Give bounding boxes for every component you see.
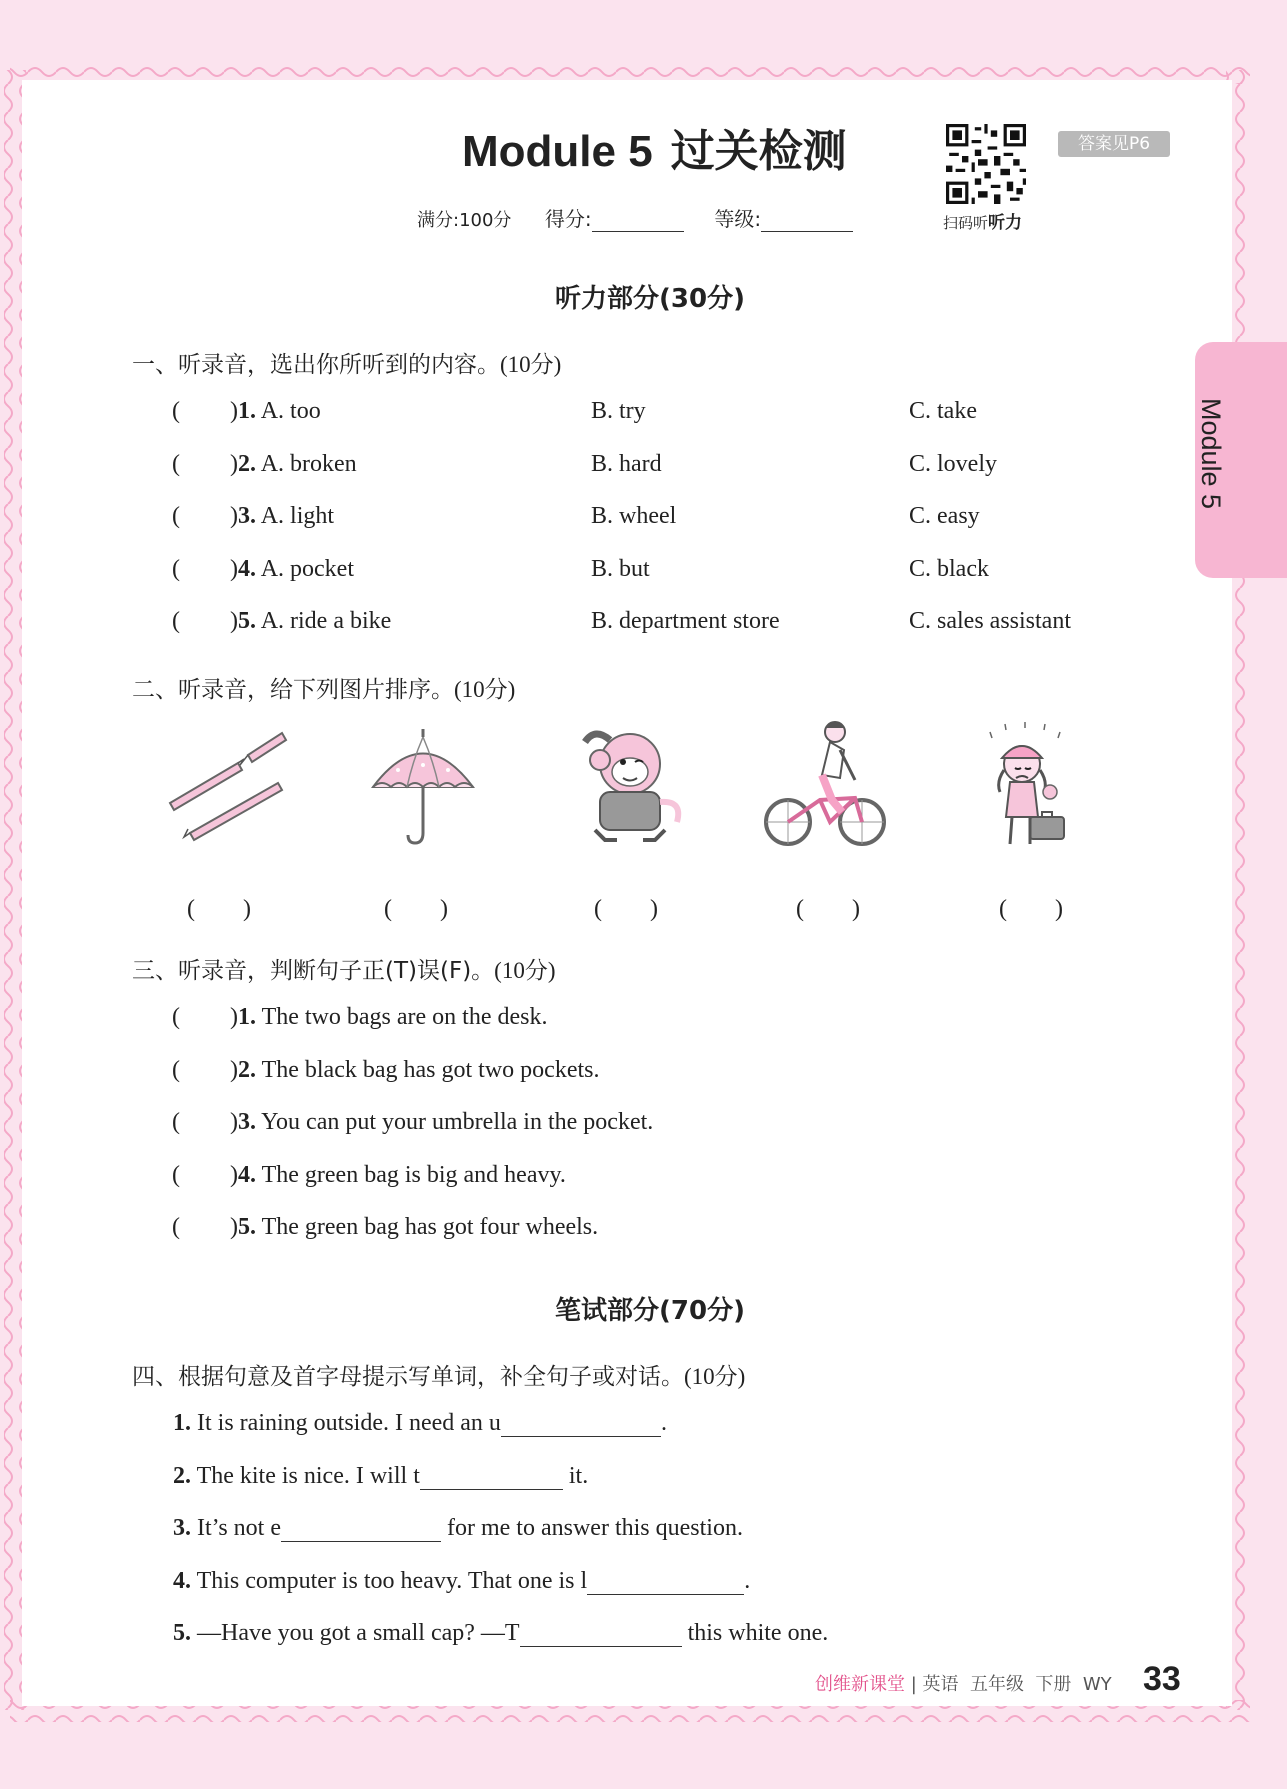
option-c: C. lovely: [909, 450, 997, 477]
footer-info: [815, 1670, 1112, 1696]
q2-heading-text: 二、听录音，给下列图片排序。: [132, 677, 454, 703]
option-a: A. pocket: [260, 555, 354, 582]
fill-in-blank[interactable]: [520, 1620, 682, 1647]
q4-item: [173, 1620, 828, 1647]
item-number: 2.: [238, 450, 256, 477]
umbrella-picture: [358, 725, 488, 855]
answer-paren-close: ): [230, 1004, 238, 1030]
answer-paren-open[interactable]: (: [172, 1109, 180, 1135]
footer-brand: 创维新课堂: [815, 1674, 905, 1695]
option-b: B. department store: [591, 608, 780, 634]
qr-caption-small: 扫码听: [943, 214, 989, 232]
answer-paren-open[interactable]: (: [172, 1056, 180, 1083]
answer-badge[interactable]: 答案见P6: [1058, 131, 1170, 157]
fill-in-blank[interactable]: [501, 1410, 661, 1437]
answer-paren-open[interactable]: (: [172, 398, 180, 424]
option-c: C. take: [909, 398, 977, 424]
boy-on-bike-picture: [760, 720, 890, 850]
q4-points: (10分): [684, 1364, 746, 1389]
item-number: 1.: [238, 1004, 256, 1030]
q1-item: [172, 608, 391, 635]
option-b: B. try: [591, 398, 646, 424]
q4-heading: [132, 1358, 745, 1391]
sentence-after: for me to answer this question.: [441, 1515, 743, 1541]
answer-paren-open[interactable]: (: [172, 1161, 180, 1188]
q4-item: [173, 1410, 667, 1437]
page-number: 33: [1143, 1660, 1181, 1698]
picture-order-blank-3[interactable]: ( ): [594, 896, 658, 922]
q2-points: (10分): [454, 677, 516, 702]
sentence-after: .: [744, 1567, 751, 1594]
item-number: 4.: [238, 1161, 256, 1188]
item-number: 2.: [173, 1462, 191, 1489]
side-tab-label: Module 5: [1196, 398, 1226, 510]
option-a: A. ride a bike: [260, 608, 392, 634]
item-number: 1.: [238, 398, 256, 424]
item-number: 4.: [173, 1567, 191, 1594]
sentence-before: It’s not e: [197, 1515, 281, 1541]
option-a: A. light: [260, 503, 335, 529]
footer-separator: |: [910, 1674, 917, 1695]
answer-paren-open[interactable]: (: [172, 503, 180, 529]
qr-caption: [943, 208, 1022, 233]
statement-text: The black bag has got two pockets.: [261, 1056, 600, 1083]
answer-paren-close: ): [230, 1109, 238, 1135]
answer-paren-close: ): [230, 555, 238, 582]
answer-paren-close: ): [230, 1214, 238, 1240]
writing-section-title: 笔试部分(70分): [555, 1296, 745, 1326]
item-number: 1.: [173, 1410, 191, 1436]
fill-in-blank[interactable]: [281, 1515, 441, 1542]
item-number: 3.: [238, 503, 256, 529]
score-line: [417, 203, 879, 232]
fill-in-blank[interactable]: [587, 1568, 744, 1595]
sentence-before: The kite is nice. I will t: [196, 1462, 420, 1489]
picture-order-blank-4[interactable]: ( ): [796, 896, 860, 922]
q3-item: [172, 1004, 548, 1031]
answer-paren-close: ): [230, 398, 238, 424]
q3-item: [172, 1214, 598, 1241]
q1-heading-text: 一、听录音，选出你所听到的内容。: [132, 352, 500, 378]
sentence-after: it.: [562, 1462, 589, 1489]
q4-item: [173, 1515, 743, 1542]
q1-heading: [132, 346, 561, 379]
statement-text: The two bags are on the desk.: [261, 1004, 548, 1030]
q3-item: [172, 1109, 653, 1136]
answer-paren-open[interactable]: (: [172, 1004, 180, 1030]
sentence-after: this white one.: [681, 1620, 829, 1646]
answer-paren-open[interactable]: (: [172, 608, 180, 634]
item-number: 3.: [173, 1515, 191, 1541]
picture-order-blank-5[interactable]: ( ): [999, 896, 1063, 922]
q3-points: (10分): [494, 958, 556, 983]
title-chinese: 过关检测: [670, 126, 847, 177]
q4-item: [173, 1568, 750, 1595]
option-b: B. hard: [591, 450, 662, 477]
q3-heading-text: 三、听录音，判断句子正(T)误(F)。: [132, 958, 495, 984]
q3-item: [172, 1057, 600, 1084]
title-module: Module 5: [462, 127, 653, 176]
item-number: 5.: [238, 608, 256, 634]
answer-paren-close: ): [230, 503, 238, 529]
q1-item: [172, 503, 334, 530]
option-c: C. sales assistant: [909, 608, 1071, 634]
answer-paren-close: ): [230, 450, 238, 477]
q3-item: [172, 1162, 566, 1189]
monkey-picture: [565, 722, 695, 852]
sentence-before: This computer is too heavy. That one is l: [196, 1567, 588, 1594]
picture-order-blank-1[interactable]: ( ): [187, 896, 251, 922]
sentence-before: It is raining outside. I need an u: [197, 1410, 501, 1436]
picture-order-blank-2[interactable]: ( ): [384, 896, 448, 922]
answer-paren-close: ): [230, 608, 238, 634]
fill-in-blank[interactable]: [420, 1463, 563, 1490]
grade-label: 等级:: [714, 207, 762, 231]
broken-chopsticks-picture: [160, 725, 290, 855]
q3-heading: [132, 952, 556, 985]
q1-points: (10分): [500, 352, 562, 377]
q2-heading: [132, 671, 515, 704]
answer-paren-open[interactable]: (: [172, 555, 180, 582]
option-b: B. but: [591, 555, 650, 582]
footer-book-info: 英语 五年级 下册 WY: [922, 1674, 1112, 1695]
page-title: [462, 115, 847, 179]
statement-text: The green bag is big and heavy.: [261, 1161, 566, 1188]
item-number: 4.: [238, 555, 256, 582]
full-score: 满分:100分: [417, 210, 512, 231]
option-b: B. wheel: [591, 503, 677, 529]
option-a: A. too: [260, 398, 321, 424]
q4-heading-text: 四、根据句意及首字母提示写单词，补全句子或对话。: [132, 1364, 684, 1390]
q1-item: [172, 398, 321, 425]
qr-code-icon[interactable]: [946, 124, 1026, 204]
item-number: 3.: [238, 1109, 256, 1135]
answer-paren-close: ): [230, 1161, 238, 1188]
item-number: 2.: [238, 1056, 256, 1083]
item-number: 5.: [173, 1620, 191, 1646]
sentence-after: .: [660, 1410, 667, 1436]
score-blank[interactable]: [592, 213, 684, 232]
option-c: C. easy: [909, 503, 980, 529]
grade-blank[interactable]: [761, 213, 853, 232]
answer-paren-open[interactable]: (: [172, 1214, 180, 1240]
q1-item: [172, 451, 357, 478]
sentence-before: —Have you got a small cap? —T: [197, 1620, 520, 1646]
girl-with-suitcase-picture: [960, 722, 1090, 852]
listening-section-title: 听力部分(30分): [555, 284, 745, 314]
answer-paren-close: ): [230, 1056, 238, 1083]
item-number: 5.: [238, 1214, 256, 1240]
qr-caption-big: 听力: [988, 213, 1023, 233]
statement-text: The green bag has got four wheels.: [261, 1214, 599, 1240]
statement-text: You can put your umbrella in the pocket.: [261, 1109, 654, 1135]
q4-item: [173, 1463, 588, 1490]
option-c: C. black: [909, 555, 989, 582]
answer-paren-open[interactable]: (: [172, 450, 180, 477]
q1-item: [172, 556, 354, 583]
score-label: 得分:: [544, 207, 592, 231]
option-a: A. broken: [260, 450, 357, 477]
